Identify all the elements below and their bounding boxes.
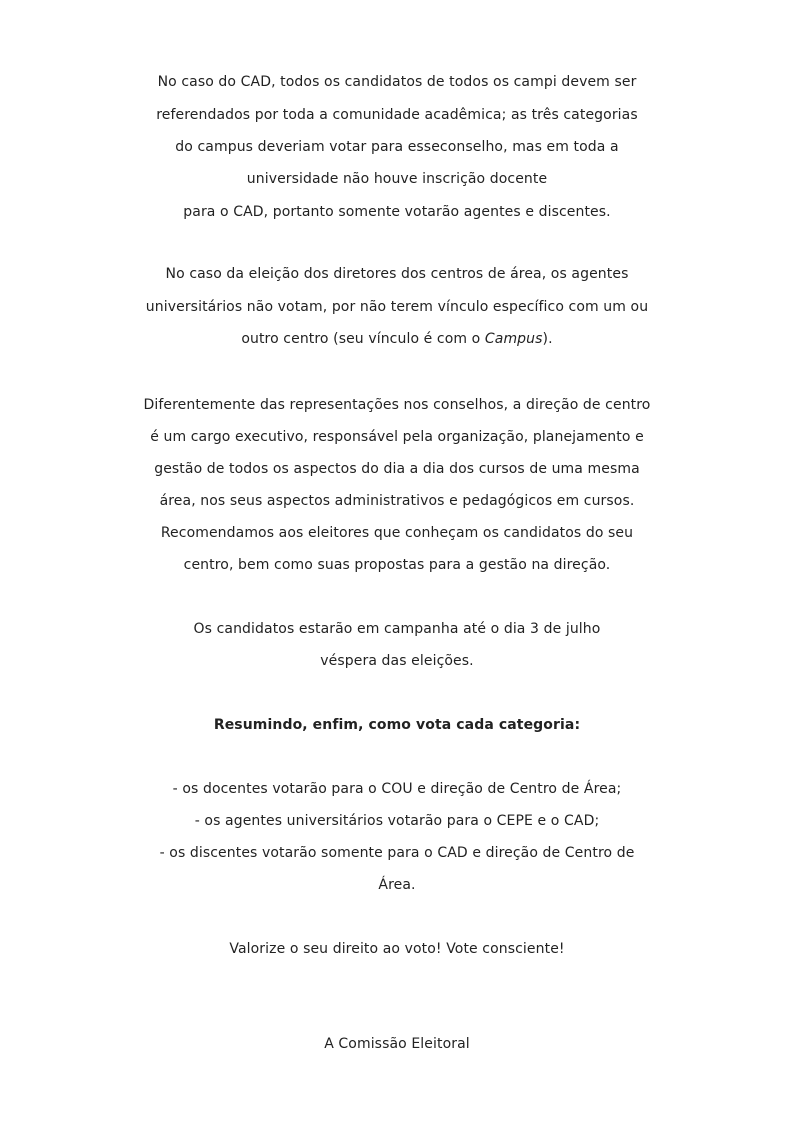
summary-item: - os agentes universitários votarão para o CEPE e o CAD; xyxy=(194,813,600,829)
directors-text-after: ). xyxy=(542,331,553,347)
directors-text-before: outro centro (seu vínculo é com o xyxy=(241,331,485,347)
paragraph-directors-line: No caso da eleição dos diretores dos centros de área, os agentes xyxy=(165,266,629,282)
paragraph-directors-line xyxy=(0,323,794,355)
paragraph-executive-line: gestão de todos os aspectos do dia a dia dos cursos de uma mesma xyxy=(154,461,640,477)
paragraph-cad-line: referendados por toda a comunidade acadêmica; as três categorias xyxy=(156,107,638,123)
summary-heading: Resumindo, enfim, como vota cada categoria: xyxy=(213,717,581,733)
paragraph-campaign-line: Os candidatos estarão em campanha até o dia 3 de julho xyxy=(193,621,601,637)
paragraph-campaign-line: véspera das eleições. xyxy=(320,653,474,669)
paragraph-directors-line: universitários não votam, por não terem vínculo específico com um ou xyxy=(145,299,649,315)
campus-emphasis: Campus xyxy=(484,331,543,347)
paragraph-executive-line: área, nos seus aspectos administrativos e pedagógicos em cursos. xyxy=(159,493,635,509)
paragraph-executive-line: Recomendamos aos eleitores que conheçam os candidatos do seu xyxy=(160,525,634,541)
paragraph-cad-line: universidade não houve inscrição docente xyxy=(246,171,548,187)
paragraph-executive-line: centro, bem como suas propostas para a gestão na direção. xyxy=(183,557,611,573)
summary-item: - os docentes votarão para o COU e direção de Centro de Área; xyxy=(172,781,622,797)
paragraph-cad-line: para o CAD, portanto somente votarão agentes e discentes. xyxy=(183,204,611,220)
paragraph-cad-line: do campus deveriam votar para esseconselho, mas em toda a xyxy=(175,139,619,155)
signature: A Comissão Eleitoral xyxy=(324,1036,470,1052)
closing-call: Valorize o seu direito ao voto! Vote consciente! xyxy=(229,941,565,957)
paragraph-executive-line: Diferentemente das representações nos conselhos, a direção de centro xyxy=(143,397,651,413)
paragraph-cad-line: No caso do CAD, todos os candidatos de todos os campi devem ser xyxy=(157,74,637,90)
summary-item: - os discentes votarão somente para o CAD e direção de Centro de xyxy=(159,845,635,861)
summary-item: Área. xyxy=(378,877,416,893)
paragraph-executive-line: é um cargo executivo, responsável pela organização, planejamento e xyxy=(150,429,644,445)
